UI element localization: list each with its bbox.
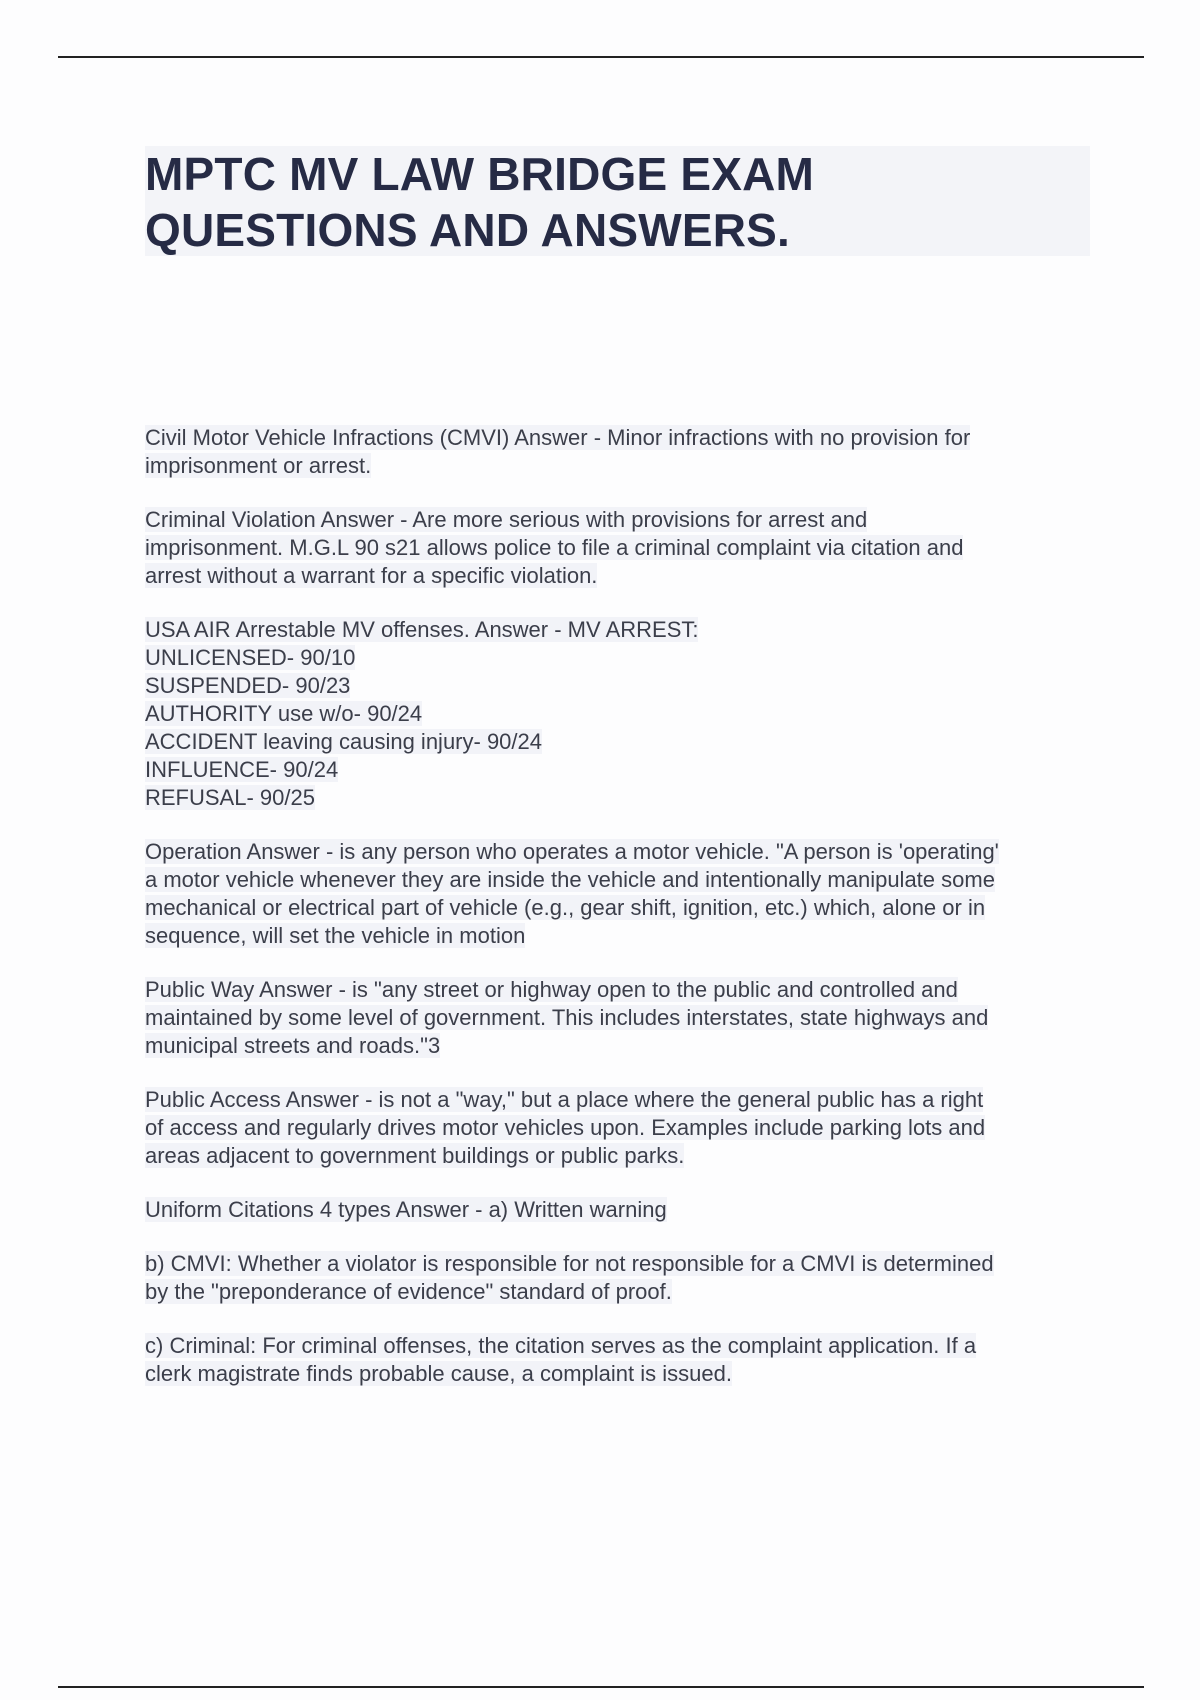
text-line: areas adjacent to government buildings or public parks. [145,1143,685,1168]
text-line: clerk magistrate finds probable cause, a complaint is issued. [145,1361,732,1386]
list-item: REFUSAL- 90/25 [145,785,315,810]
text-line: imprisonment. M.G.L 90 s21 allows police to file a criminal complaint via citation and [145,535,964,560]
qa-operation [145,838,1095,950]
text-line: Criminal Violation Answer - Are more serious with provisions for arrest and [145,507,868,532]
text-line: Uniform Citations 4 types Answer - a) Written warning [145,1197,667,1222]
title-line-1: MPTC MV LAW BRIDGE EXAM [145,148,815,200]
text-line: Public Way Answer - is "any street or highway open to the public and controlled and [145,977,958,1002]
document-body [145,424,1095,1414]
text-line: USA AIR Arrestable MV offenses. Answer - MV ARREST: [145,617,699,642]
text-line: municipal streets and roads."3 [145,1033,441,1058]
list-item: AUTHORITY use w/o- 90/24 [145,701,423,726]
text-line: by the "preponderance of evidence" standard of proof. [145,1279,672,1304]
text-line: Public Access Answer - is not a "way," but a place where the general public has a right [145,1087,984,1112]
list-item: UNLICENSED- 90/10 [145,645,356,670]
qa-public-access [145,1086,1095,1170]
text-line: Operation Answer - is any person who operates a motor vehicle. "A person is 'operating' [145,839,999,864]
qa-cmvi [145,424,1095,480]
qa-public-way [145,976,1095,1060]
title-line-2: QUESTIONS AND ANSWERS. [145,204,791,256]
text-line: mechanical or electrical part of vehicle (e.g., gear shift, ignition, etc.) which, alone or in [145,895,986,920]
qa-arrestable-offenses [145,616,1095,812]
header-rule [58,56,1144,58]
footer-rule [58,1686,1144,1688]
text-line: maintained by some level of government. This includes interstates, state highways and [145,1005,989,1030]
text-line: arrest without a warrant for a specific violation. [145,563,598,588]
list-item: INFLUENCE- 90/24 [145,757,339,782]
qa-criminal-violation [145,506,1095,590]
qa-citation-cmvi [145,1250,1095,1306]
text-line: a motor vehicle whenever they are inside the vehicle and intentionally manipulate some [145,867,995,892]
document-title [145,146,1090,256]
text-line: c) Criminal: For criminal offenses, the citation serves as the complaint application. If a [145,1333,977,1358]
list-item: SUSPENDED- 90/23 [145,673,351,698]
list-item: ACCIDENT leaving causing injury- 90/24 [145,729,542,754]
text-line: of access and regularly drives motor vehicles upon. Examples include parking lots and [145,1115,986,1140]
qa-uniform-citations [145,1196,1095,1224]
text-line: imprisonment or arrest. [145,453,372,478]
text-line: sequence, will set the vehicle in motion [145,923,526,948]
text-line: Civil Motor Vehicle Infractions (CMVI) Answer - Minor infractions with no provision for [145,425,971,450]
text-line: b) CMVI: Whether a violator is responsible for not responsible for a CMVI is determined [145,1251,994,1276]
qa-citation-criminal [145,1332,1095,1388]
